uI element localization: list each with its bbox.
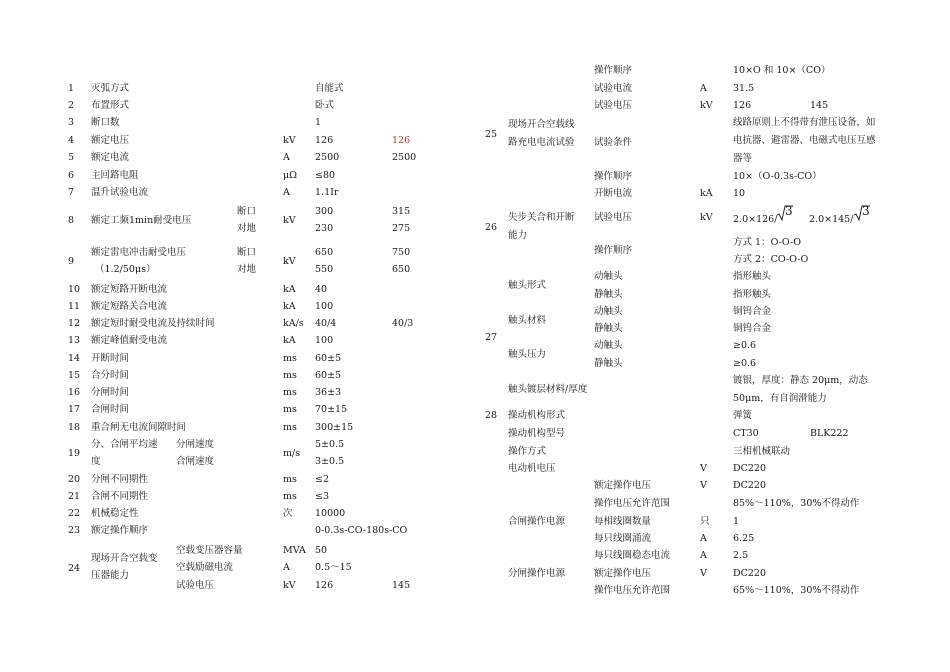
sub-label: 试验电压: [176, 580, 215, 591]
value: 2.0×126/: [733, 214, 778, 225]
value: 自能式: [315, 83, 344, 94]
value-2: 126: [392, 135, 411, 146]
value: ≤3: [315, 491, 330, 502]
value: 1: [733, 516, 740, 527]
sub-label: 额定操作电压: [594, 568, 652, 579]
sub-label: 静触头: [594, 289, 623, 300]
unit: A: [700, 550, 707, 561]
sub-label: 操作电压允许范围: [594, 585, 671, 596]
param-name: 触头形式: [508, 280, 547, 291]
param-name: 断口数: [91, 117, 120, 128]
unit: ms: [283, 422, 297, 433]
value: 650: [315, 247, 334, 258]
row-number: 24: [68, 563, 81, 574]
value: 300±15: [315, 422, 354, 433]
row-number: 14: [68, 353, 81, 364]
unit: A: [700, 533, 707, 544]
value: 指形触头: [733, 289, 772, 300]
unit: kA: [700, 188, 713, 199]
unit: μΩ: [283, 170, 298, 181]
param-name-cont: 能力: [508, 230, 528, 241]
sub-label: 试验条件: [594, 137, 633, 148]
param-name: 分闸不同期性: [91, 474, 149, 485]
value: 100: [315, 301, 334, 312]
unit: kA/s: [283, 318, 304, 329]
value-2: 650: [392, 264, 411, 275]
sub-label: 额定操作电压: [594, 480, 652, 491]
sub-label: 动触头: [594, 306, 623, 317]
sub-label: 动触头: [594, 340, 623, 351]
value: 2.5: [733, 550, 749, 561]
row-number: 6: [68, 170, 75, 181]
param-name: 电动机电压: [508, 463, 556, 474]
row-number: 7: [68, 187, 75, 198]
row-number: 25: [485, 129, 498, 140]
value: 36±3: [315, 387, 342, 398]
unit: A: [283, 187, 290, 198]
param-name: 额定短路关合电流: [91, 301, 168, 312]
value: 10: [733, 188, 746, 199]
value: 40: [315, 284, 328, 295]
value: 60±5: [315, 370, 342, 381]
sqrt-symbol: [776, 204, 794, 224]
row-number: 11: [68, 301, 81, 312]
unit: kA: [283, 335, 296, 346]
sub-label: 对地: [237, 264, 257, 275]
param-name: 合闸时间: [91, 404, 130, 415]
row-number: 9: [68, 256, 75, 267]
row-number: 5: [68, 152, 75, 163]
value-2: 145: [810, 100, 829, 111]
param-name: 温升试验电流: [91, 187, 149, 198]
value: 卧式: [315, 100, 335, 111]
value: ≥0.6: [733, 358, 757, 369]
sqrt-symbol: [853, 204, 871, 224]
value: 31.5: [733, 83, 755, 94]
param-name: 重合闸无电流间隙时间: [91, 422, 187, 433]
unit: ms: [283, 370, 297, 381]
unit: ms: [283, 474, 297, 485]
sub-label: 试验电流: [594, 83, 633, 94]
value-2: 2500: [392, 152, 417, 163]
value: 1: [315, 117, 322, 128]
value: 器等: [733, 153, 753, 164]
value: 方式 2：CO-O-O: [733, 254, 809, 265]
value: 126: [315, 580, 334, 591]
value: 126: [315, 135, 334, 146]
row-number: 1: [68, 83, 75, 94]
param-name-cont: （1.2/50μs）: [95, 264, 156, 275]
sub-label: 操作顺序: [594, 65, 633, 76]
value: 弹簧: [733, 410, 753, 421]
row-number: 8: [68, 215, 75, 226]
row-number: 27: [485, 332, 498, 343]
value: 85%～110%，30%不得动作: [733, 498, 860, 509]
param-name: 分、合闸平均速: [91, 439, 158, 450]
sub-label: 动触头: [594, 271, 623, 282]
value: 镀银，厚度：静态 20μm，动态: [733, 375, 868, 386]
param-name: 布置形式: [91, 100, 130, 111]
row-number: 4: [68, 135, 75, 146]
row-number: 28: [485, 410, 498, 421]
value: 60±5: [315, 353, 342, 364]
param-name-cont: 压器能力: [91, 570, 130, 581]
row-number: 17: [68, 404, 81, 415]
row-number: 18: [68, 422, 81, 433]
param-name: 触头镀层材料/厚度: [508, 384, 588, 395]
unit: kV: [283, 135, 296, 146]
value: 0-0.3s-CO-180s-CO: [315, 525, 408, 536]
unit: m/s: [283, 448, 301, 459]
unit: 次: [283, 508, 293, 519]
param-name-cont: 路充电电流试验: [508, 137, 575, 148]
sub-label: 每只线圈涌流: [594, 533, 652, 544]
unit: 只: [700, 516, 710, 527]
row-number: 23: [68, 525, 81, 536]
unit: kV: [283, 580, 296, 591]
param-name: 灭弧方式: [91, 83, 130, 94]
param-name: 机械稳定性: [91, 508, 139, 519]
sub-label: 断口: [237, 247, 257, 258]
value-2: 275: [392, 223, 411, 234]
value: 550: [315, 264, 334, 275]
param-name: 操作方式: [508, 446, 547, 457]
value: 三相机械联动: [733, 446, 791, 457]
value-2: 145: [392, 580, 411, 591]
param-name: 触头材料: [508, 315, 547, 326]
value: 100: [315, 335, 334, 346]
param-name: 现场开合空载线: [508, 119, 575, 130]
row-number: 3: [68, 117, 75, 128]
sub-label: 合闸速度: [176, 456, 215, 467]
unit: kV: [283, 215, 296, 226]
value: 10000: [315, 508, 346, 519]
value: 线路原则上不得带有泄压设备，如: [733, 117, 876, 128]
sub-label: 试验电压: [594, 212, 633, 223]
value: 50μm，有自润滑能力: [733, 393, 827, 404]
value-2: BLK222: [810, 428, 849, 439]
sub-label: 断口: [237, 206, 257, 217]
row-number: 19: [68, 448, 81, 459]
row-number: 26: [485, 222, 498, 233]
value: 电抗器、避雷器、电磁式电压互感: [733, 135, 876, 146]
sub-label: 操作电压允许范围: [594, 498, 671, 509]
value: 5±0.5: [315, 439, 345, 450]
value: 3±0.5: [315, 456, 345, 467]
value: 2500: [315, 152, 340, 163]
unit: kV: [700, 212, 713, 223]
param-name: 额定短时耐受电流及持续时间: [91, 318, 215, 329]
value-2: 40/3: [392, 318, 414, 329]
value: 10×O 和 10×（CO）: [733, 65, 831, 76]
value: 1.1Ir: [315, 187, 339, 198]
value: 40/4: [315, 318, 337, 329]
param-name: 额定电流: [91, 152, 130, 163]
unit: V: [700, 568, 707, 579]
sub-label: 试验电压: [594, 100, 633, 111]
value: CT30: [733, 428, 759, 439]
sub-label: 分闸速度: [176, 439, 215, 450]
unit: ms: [283, 387, 297, 398]
param-name: 合闸不同期性: [91, 491, 149, 502]
param-name: 分闸时间: [91, 387, 130, 398]
value: 铜钨合金: [733, 323, 772, 334]
param-name: 合分时间: [91, 370, 130, 381]
value: 方式 1：O-O-O: [733, 237, 802, 248]
sub-label: 每只线圈稳态电流: [594, 550, 671, 561]
row-number: 13: [68, 335, 81, 346]
param-name: 合闸操作电源: [508, 516, 566, 527]
row-number: 12: [68, 318, 81, 329]
value: DC220: [733, 568, 767, 579]
unit: ms: [283, 404, 297, 415]
value-2: 2.0×145/: [809, 214, 854, 225]
param-name: 操动机构型号: [508, 428, 566, 439]
param-name: 触头压力: [508, 349, 547, 360]
sub-label: 空载变压器容量: [176, 545, 243, 556]
param-name: 现场开合空载变: [91, 553, 158, 564]
param-name: 主回路电阻: [91, 170, 139, 181]
value: 70±15: [315, 404, 348, 415]
param-name: 额定电压: [91, 135, 130, 146]
param-name: 额定峰值耐受电流: [91, 335, 168, 346]
value: 10×（O-0.3s-CO）: [733, 171, 822, 182]
row-number: 2: [68, 100, 75, 111]
unit: kV: [700, 100, 713, 111]
row-number: 10: [68, 284, 81, 295]
unit: A: [700, 83, 707, 94]
param-name: 分闸操作电源: [508, 568, 566, 579]
unit: V: [700, 480, 707, 491]
unit: A: [283, 152, 290, 163]
unit: ms: [283, 491, 297, 502]
row-number: 20: [68, 474, 81, 485]
param-name: 开断时间: [91, 353, 130, 364]
unit: kA: [283, 284, 296, 295]
value: DC220: [733, 463, 767, 474]
value: 126: [733, 100, 752, 111]
value: ≤80: [315, 170, 336, 181]
param-name: 额定短路开断电流: [91, 284, 168, 295]
unit: MVA: [283, 545, 306, 556]
unit: V: [700, 463, 707, 474]
value: 指形触头: [733, 271, 772, 282]
sub-label: 静触头: [594, 323, 623, 334]
value: 65%～110%，30%不得动作: [733, 585, 860, 596]
value: ≤2: [315, 474, 330, 485]
row-number: 16: [68, 387, 81, 398]
unit: ms: [283, 353, 297, 364]
param-name: 额定工频1min耐受电压: [91, 215, 192, 226]
row-number: 22: [68, 508, 81, 519]
value: 230: [315, 223, 334, 234]
value: 0.5～15: [315, 562, 352, 573]
value: ≥0.6: [733, 340, 757, 351]
value: 300: [315, 206, 334, 217]
sub-label: 每相线圈数量: [594, 516, 652, 527]
param-name: 额定操作顺序: [91, 525, 149, 536]
unit: A: [283, 562, 290, 573]
sub-label: 对地: [237, 223, 257, 234]
sqrt-radicand: 3: [862, 204, 870, 218]
sqrt-radicand: 3: [785, 204, 793, 218]
param-name: 操动机构形式: [508, 410, 566, 421]
row-number: 21: [68, 491, 81, 502]
sub-label: 开断电流: [594, 188, 633, 199]
sub-label: 空载励磁电流: [176, 562, 234, 573]
unit: kA: [283, 301, 296, 312]
sub-label: 静触头: [594, 358, 623, 369]
value-2: 315: [392, 206, 411, 217]
param-name-cont: 度: [91, 456, 101, 467]
value: 6.25: [733, 533, 755, 544]
sub-label: 操作顺序: [594, 245, 633, 256]
row-number: 15: [68, 370, 81, 381]
param-name: 额定雷电冲击耐受电压: [91, 247, 187, 258]
value-2: 750: [392, 247, 411, 258]
value: DC220: [733, 480, 767, 491]
value: 铜钨合金: [733, 306, 772, 317]
unit: kV: [283, 256, 296, 267]
value: 50: [315, 545, 328, 556]
param-name: 失步关合和开断: [508, 212, 575, 223]
sub-label: 操作顺序: [594, 171, 633, 182]
